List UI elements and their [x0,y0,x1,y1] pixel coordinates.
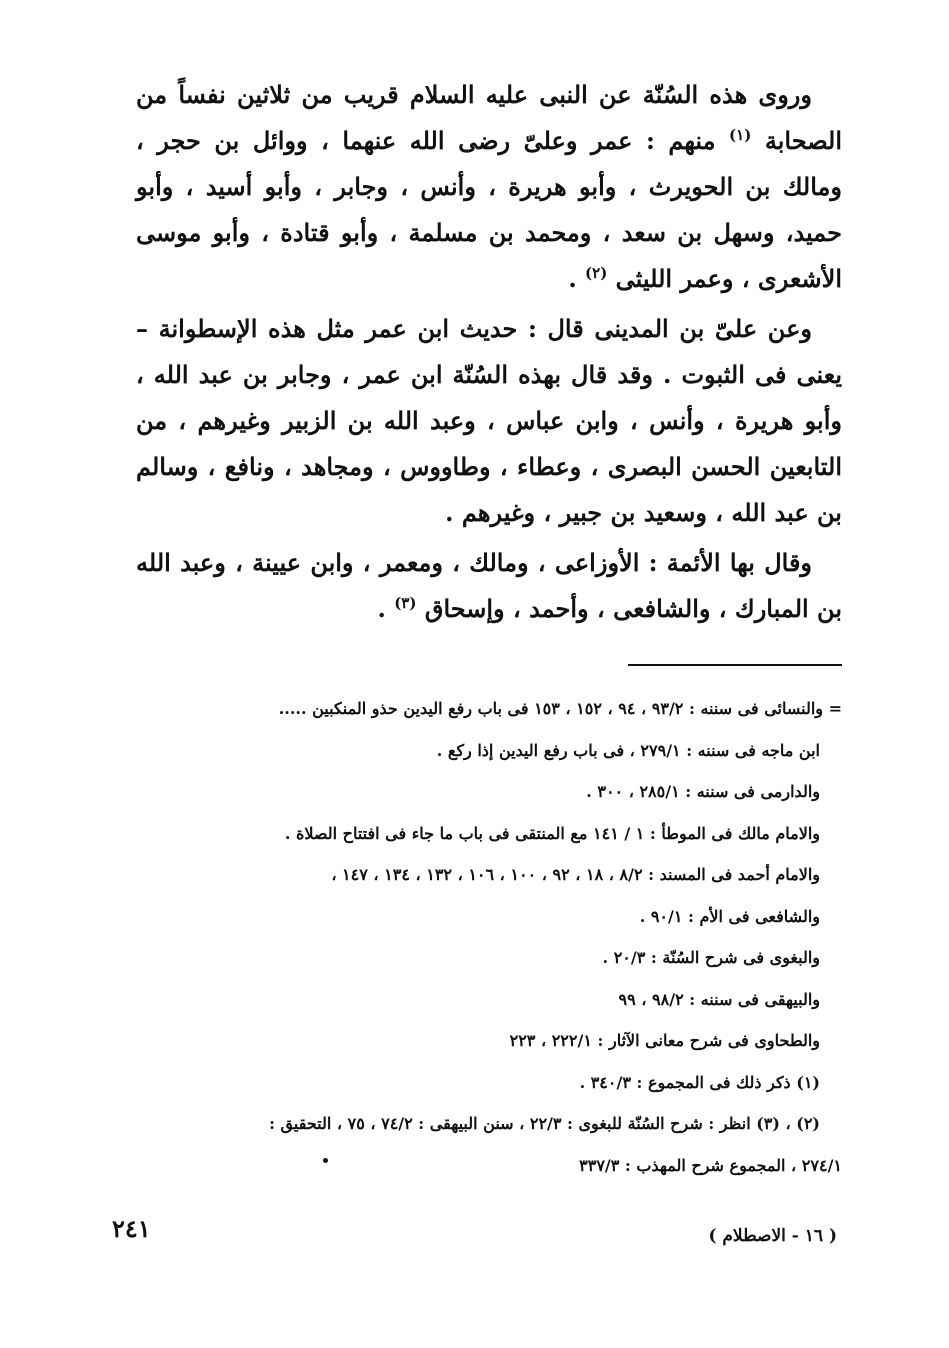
paragraph-3 [136,540,842,632]
main-text [136,72,842,636]
footnote-ref-3: (٣) [394,594,417,612]
paragraph-2 [136,306,842,536]
footnote-line: والدارمى فى سننه : ٢٨٥/١ ، ٣٠٠ . [586,782,820,801]
footnote-line: والامام مالك فى الموطأ : ١ / ١٤١ مع المنتقى فى باب ما جاء فى افتتاح الصلاة . [284,823,820,843]
paragraph-2-text: وعن علىّ بن المدينى قال : حديث ابن عمر مثل هذه الإسطوانة – يعنى فى الثبوت . وقد قال بهذه السُنّة ابن عمر ، وجابر بن عبد الله ، وأبو هريرة ، وأنس ، وابن عباس ، وعبد الله بن الزبير وغيرهم ، من التابعين الحسن البصرى ، وعطاء ، وطاووس ، ومجاهد ، ونافع ، وسالم بن عبد الله ، وسعيد بن جبير ، وغيرهم . [136,314,843,527]
footnote-ref-2: (٢) [585,264,608,282]
running-title: ( ١٦ - الاصطلام ) [708,1226,837,1246]
footnote-line: ابن ماجه فى سننه : ٢٧٩/١ ، فى باب رفع اليدين إذا ركع . [436,740,820,760]
footnote-line: (٢) ، (٣) انظر : شرح السُنّة للبغوى : ٢٢/٣ ، سنن البيهقى : ٧٤/٢ ، ٧٥ ، التحقيق : [269,1114,820,1133]
paragraph-3-text: وقال بها الأئمة : الأوزاعى ، ومالك ، ومعمر ، وابن عيينة ، وعبد الله بن المبارك ، والشافعى ، وأحمد ، وإسحاق [136,548,842,623]
ink-dot [323,1158,328,1163]
footnote-line: (١) ذكر ذلك فى المجموع : ٣٤٠/٣ . [579,1072,820,1092]
page-number: ٢٤١ [112,1214,151,1243]
paragraph-1-end: . [568,264,577,293]
footnote-line: والبيهقى فى سننه : ٩٨/٢ ، ٩٩ [618,989,820,1009]
footnote-line: والامام أحمد فى المسند : ٨/٢ ، ١٨ ، ٩٢ ، ١٠٠ ، ١٠٦ ، ١٣٢ ، ١٣٤ ، ١٤٧ ، [331,865,820,884]
footnote-line: والشافعى فى الأم : ٩٠/١ . [639,906,820,926]
footnote-line: ٢٧٤/١ ، المجموع شرح المهذب : ٣٣٧/٣ [579,1155,842,1175]
paragraph-1-text-cont: منهم : عمر وعلىّ رضى الله عنهما ، ووائل بن حجر ، ومالك بن الحويرث ، وأبو هريرة ، وأنس ، وجابر ، وأبو أسيد ، وأبو حميد، وسهل بن سعد ، ومحمد بن مسلمة ، وأبو قتادة ، وأبو موسى الأشعرى ، وعمر الليثى [136,126,842,293]
paragraph-3-end: . [377,594,386,623]
footnote-line: والطحاوى فى شرح معانى الآثار : ٢٢٢/١ ، ٢٢٣ [509,1031,820,1050]
paragraph-1 [136,72,842,302]
footnotes [128,688,842,1186]
footnote-line: والبغوى فى شرح السُنّة : ٢٠/٣ . [602,948,820,967]
footnote-ref-1: (١) [729,126,752,144]
footnote-separator [628,664,842,666]
paragraph-1-text: وروى هذه السُنّة عن النبى عليه السلام قريب من ثلاثين نفساً من الصحابة [136,80,843,155]
footnote-line: = والنسائى فى سننه : ٩٣/٢ ، ٩٤ ، ١٥٢ ، ١٥٣ فى باب رفع اليدين حذو المنكبين ..... [278,699,842,718]
